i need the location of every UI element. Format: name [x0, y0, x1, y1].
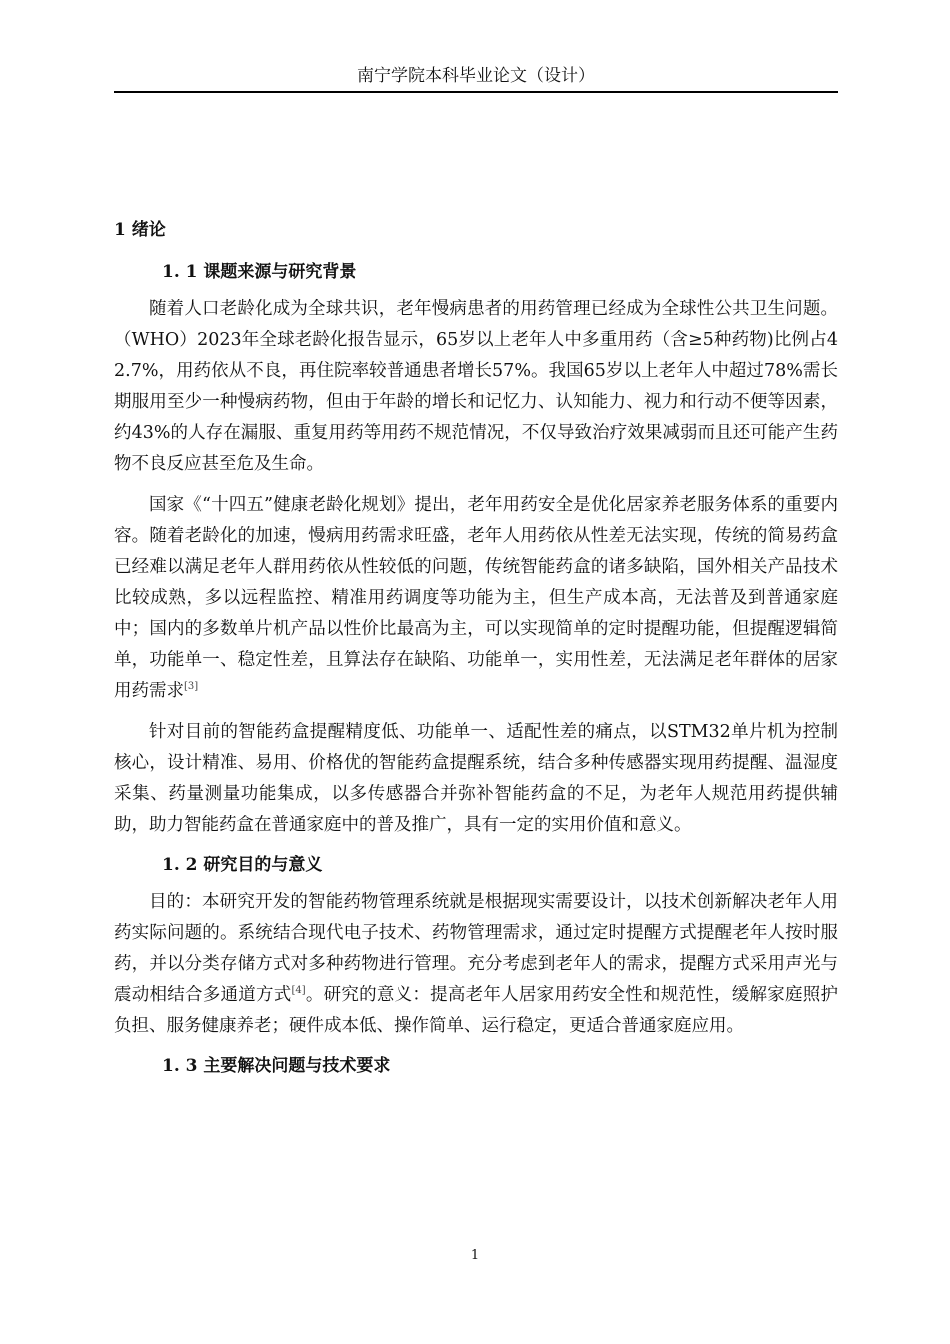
section-title-1-1: 1. 1 课题来源与研究背景: [162, 262, 357, 282]
paragraph-text: 目的：本研究开发的智能药物管理系统就是根据现实需要设计，以技术创新解决老年人用药实际问题的。系统结合现代电子技术、药物管理需求，通过定时提醒方式提醒老年人按时服药，并以分类存储方式对多种药物进行管理。充分考虑到老年人的需求，提醒方式采用声光与震动相结合多通道方式: [114, 892, 838, 1005]
paragraph-background-3: 针对目前的智能药盒提醒精度低、功能单一、适配性差的痛点，以STM32单片机为控制核心，设计精准、易用、价格优的智能药盒提醒系统，结合多种传感器实现用药提醒、温湿度采集、药量测量功能集成，以多传感器合并弥补智能药盒的不足，为老年人规范用药提供辅助，助力智能药盒在普通家庭中的普及推广，具有一定的实用价值和意义。: [114, 722, 838, 835]
citation-ref[interactable]: [4]: [291, 985, 306, 997]
citation-ref[interactable]: [3]: [184, 681, 199, 693]
document-body: [114, 212, 838, 1088]
section-title-1-2: 1. 2 研究目的与意义: [162, 855, 323, 875]
paragraph-background-1: 随着人口老龄化成为全球共识，老年慢病患者的用药管理已经成为全球性公共卫生问题。（WHO）2023年全球老龄化报告显示，65岁以上老年人中多重用药（含≥5种药物)比例占42.7%，用药依从不良，再住院率较普通患者增长57%。我国65岁以上老年人中超过78%需长期服用至少一种慢病药物，但由于年龄的增长和记忆力、认知能力、视力和行动不便等因素，约43%的人存在漏服、重复用药等用药不规范情况，不仅导致治疗效果减弱而且还可能产生药物不良反应甚至危及生命。: [114, 299, 838, 474]
chapter-title: 1 绪论: [114, 220, 166, 240]
page-number: 1: [470, 1248, 480, 1263]
paragraph-purpose: [114, 887, 838, 1042]
page-header: 南宁学院本科毕业论文（设计）: [114, 63, 838, 93]
paragraph-background-2: [114, 490, 838, 707]
paragraph-text: 国家《“十四五”健康老龄化规划》提出，老年用药安全是优化居家养老服务体系的重要内容。随着老龄化的加速，慢病用药需求旺盛，老年人用药依从性差无法实现，传统的简易药盒已经难以满足老年人群用药依从性较低的问题，传统智能药盒的诸多缺陷，国外相关产品技术比较成熟，多以远程监控、精准用药调度等功能为主，但生产成本高，无法普及到普通家庭中；国内的多数单片机产品以性价比最高为主，可以实现简单的定时提醒功能，但提醒逻辑简单，功能单一、稳定性差，且算法存在缺陷、功能单一，实用性差，无法满足老年群体的居家用药需求: [114, 495, 838, 701]
section-title-1-3: 1. 3 主要解决问题与技术要求: [162, 1056, 391, 1076]
paragraph-text: 。研究的意义：提高老年人居家用药安全性和规范性，缓解家庭照护负担、服务健康养老；硬件成本低、操作简单、运行稳定，更适合普通家庭应用。: [114, 985, 839, 1036]
